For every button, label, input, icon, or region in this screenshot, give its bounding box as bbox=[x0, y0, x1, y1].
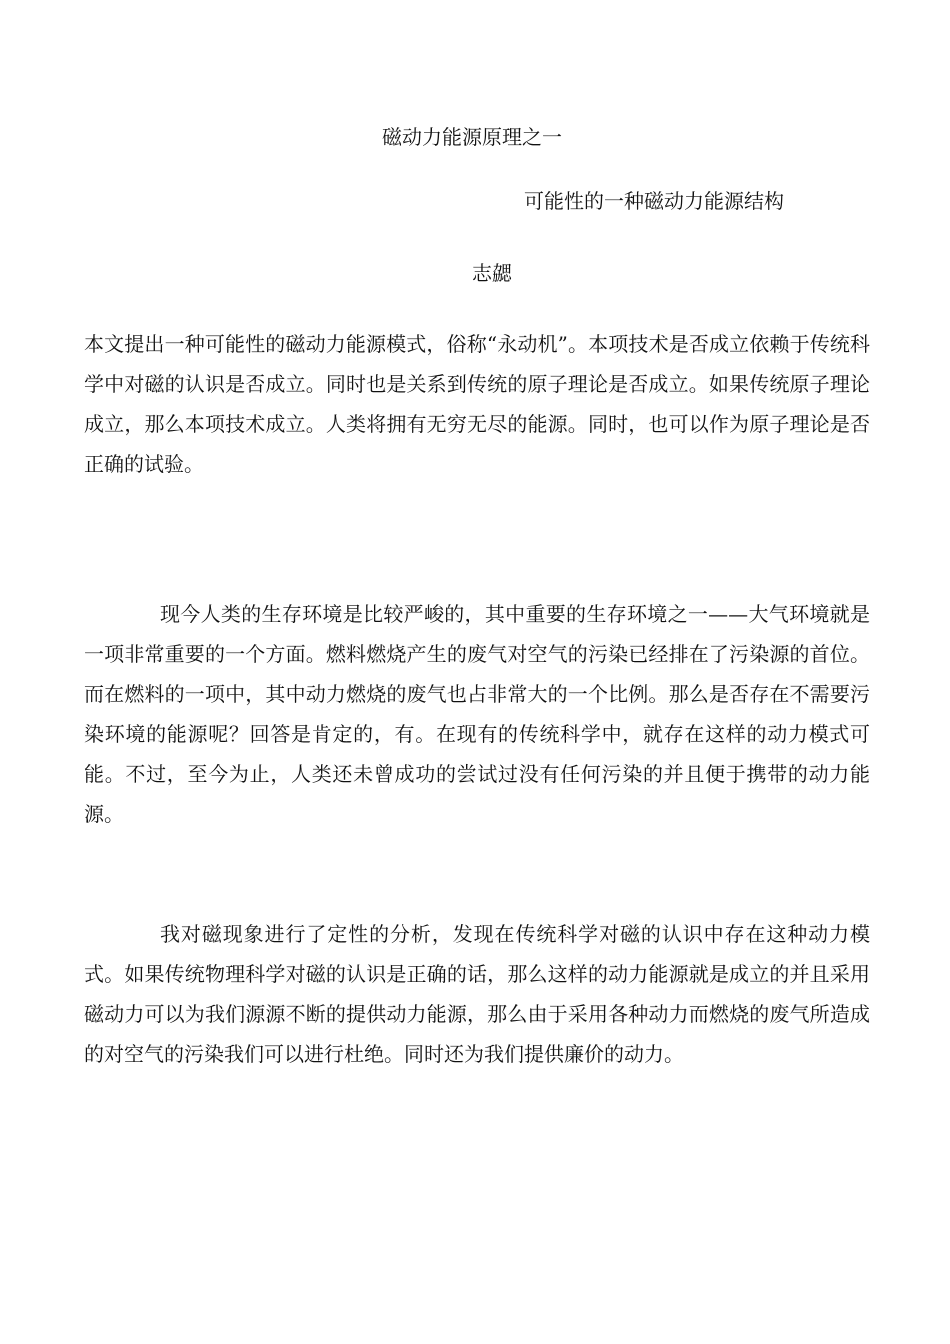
document-subtitle: 可能性的一种磁动力能源结构 bbox=[524, 189, 784, 213]
abstract-paragraph: 本文提出一种可能性的磁动力能源模式，俗称“永动机”。本项技术是否成立依赖于传统科学中对磁的认识是否成立。同时也是关系到传统的原子理论是否成立。如果传统原子理论成立，那么本项技术成立。人类将拥有无穷无尽的能源。同时，也可以作为原子理论是否正确的试验。 bbox=[84, 332, 870, 476]
body-paragraph-1: 现今人类的生存环境是比较严峻的，其中重要的生存环境之一——大气环境就是一项非常重要的一个方面。燃料燃烧产生的废气对空气的污染已经排在了污染源的首位。而在燃料的一项中，其中动力燃烧的废气也占非常大的一个比例。那么是否存在不需要污染环境的能源呢？回答是肯定的，有。在现有的传统科学中，就存在这样的动力模式可能。不过，至今为止，人类还未曾成功的尝试过没有任何污染的并且便于携带的动力能源。 bbox=[84, 602, 870, 826]
document-author: 志勰 bbox=[472, 261, 512, 285]
document-title: 磁动力能源原理之一 bbox=[382, 125, 562, 149]
body-paragraph-2: 我对磁现象进行了定性的分析，发现在传统科学对磁的认识中存在这种动力模式。如果传统物理科学对磁的认识是正确的话，那么这样的动力能源就是成立的并且采用磁动力可以为我们源源不断的提供动力能源，那么由于采用各种动力而燃烧的废气所造成的对空气的污染我们可以进行杜绝。同时还为我们提供廉价的动力。 bbox=[84, 922, 870, 1066]
